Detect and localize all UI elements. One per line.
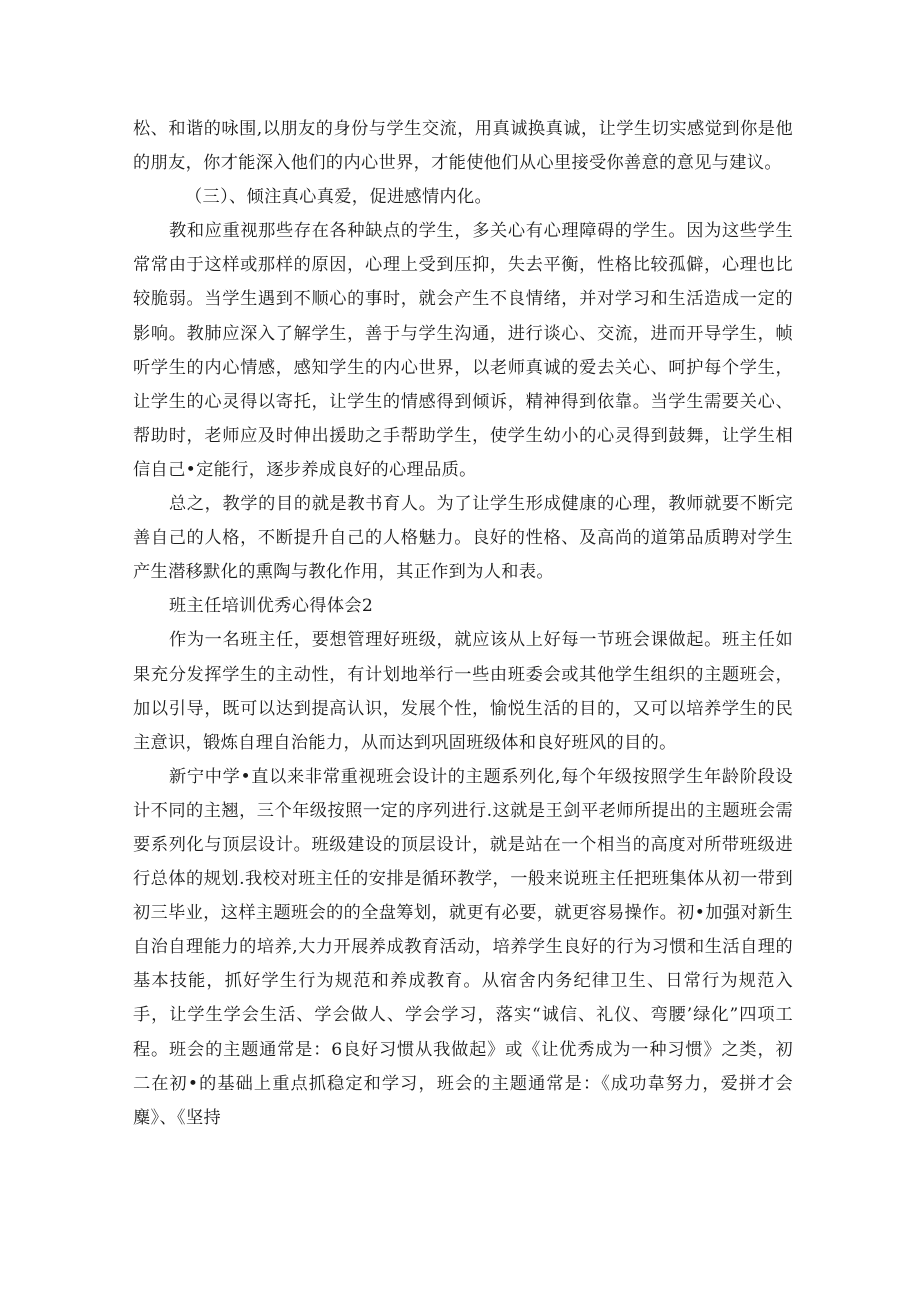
paragraph-school-practice: 新宁中学•直以来非常重视班会设计的主题系列化,每个年级按照学生年龄阶段设计不同的主翘，三个年级按照一定的序列进行.这就是王剑平老师所提出的主题班会需要系列化与顶层设计。班级建设的顶层设计，就是站在一个相当的高度对所带班级进行总体的规划.我校对班主任的安排是循环教学，一般来说班主任把班集体从初一带到初三毕业，这样主题班会的的全盘筹划，就更有必要，就更容易操作。初•加强对新生自治自理能力的培养,大力开展养成教育活动，培养学生良好的行为习惯和生活自理的基本技能，抓好学生行为规范和养成教育。从宿舍内务纪律卫生、日常行为规范入手，让学生学会生活、学会做人、学会学习，落实“诚信、礼仪、弯腰’绿化”四项工程。班会的主题通常是：6良好习惯从我做起》或《让优秀成为一种习惯》之类，初二在初•的基础上重点抓稳定和学习，班会的主题通常是：《成功韋努力，爱拼才会麋》、《坚持 [133, 766, 793, 1128]
paragraph-care-students: 教和应重视那些存在各种缺点的学生，多关心有心理障碍的学生。因为这些学生常常由于这样或那样的原因，心理上受到压抑，失去平衡，性格比较孤僻，心理也比较脆弱。当学生遇到不顺心的事时，就会产生不良情绪，并对学习和生活造成一定的影响。教肺应深入了解学生，善于与学生沟通，进行谈心、交流，进而开导学生，帧听学生的内心情感，感知学生的内心世界，以老师真诚的爱去关心、呵护每个学生，让学生的心灵得以寄托，让学生的情感得到倾诉，精神得到依靠。当学生需要关心、帮助时，老师应及时伸出援助之手帮助学生，使学生幼小的心灵得到鼓舞，让学生相信自己•定能行，逐步养成良好的心理品质。 [133, 221, 793, 480]
paragraph-class-meeting: 作为一名班主任，要想管理好班级，就应该从上好每一节班会课做起。班主任如果充分发挥学生的主动性，有计划地举行一些由班委会或其他学生组织的主题班会，加以引导，既可以达到提高认识，发展个性，愉悦生活的目的，又可以培养学生的民主意识，锻炼自理自治能力，从而达到巩固班级体和良好班风的目的。 [133, 630, 793, 753]
paragraph-continuation: 松、和谐的咏围,以朋友的身份与学生交流，用真诚换真诚，让学生切实感觉到你是他的朋友，你才能深入他们的内心世界，才能使他们从心里接受你善意的意见与建议。 [133, 119, 793, 174]
section-heading-3: （三）、倾注真心真爱，促进感情内化。 [185, 187, 493, 208]
paragraph-conclusion: 总之，教学的目的就是教书育人。为了让学生形成健康的心理，教师就要不断完善自己的人格，不断提升自己的人格魅力。良好的性格、及高尚的道第品质聘对学生产生潜移默化的熏陶与教化作用，其正作到为人和表。 [133, 494, 793, 583]
document-page [133, 112, 793, 1135]
article-title-2: 班主任培训优秀心得体会2 [169, 596, 374, 617]
